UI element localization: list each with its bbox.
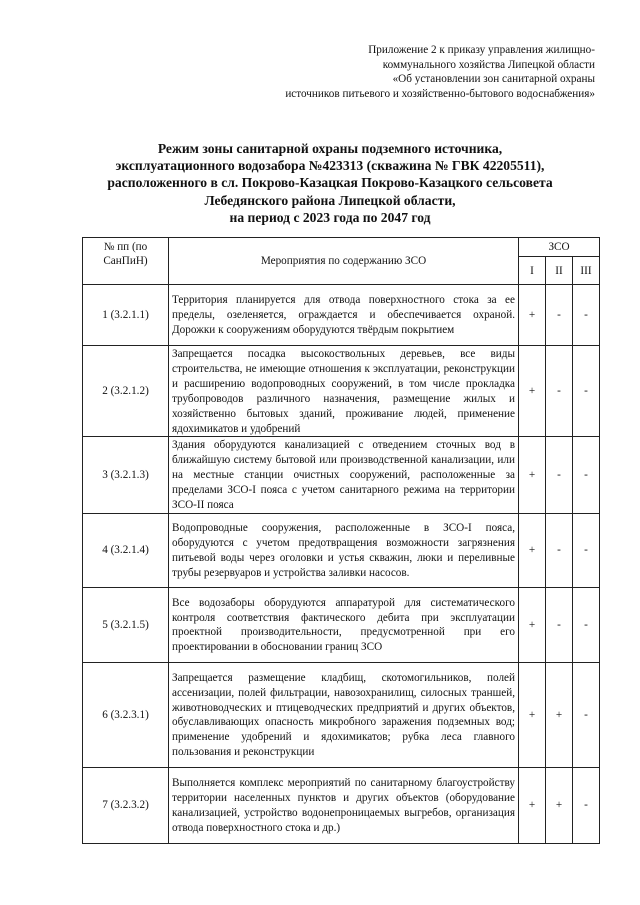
- row-number: 5 (3.2.1.5): [83, 587, 169, 662]
- row-measure: Запрещается посадка высокоствольных деревьев, все виды строительства, не имеющие отношения к эксплуатации, реконструкции и расширению водопроводных сооружений, в том числе прокладка трубопроводов различного назначения, размещение жилых и хозяйственно бытовых зданий, проживание людей, применение ядохимикатов и удобрений: [169, 346, 519, 437]
- appendix-line: Приложение 2 к приказу управления жилищно-: [368, 44, 595, 56]
- header-zone-2: II: [546, 257, 573, 285]
- appendix-line: источников питьевого и хозяйственно-бытового водоснабжения»: [285, 87, 595, 100]
- zone-2-mark: +: [546, 767, 573, 843]
- header-number-line: № пп (по: [103, 241, 148, 253]
- table-row: [83, 285, 600, 346]
- zone-2-mark: +: [546, 662, 573, 767]
- title-line: Режим зоны санитарной охраны подземного источника,: [157, 141, 503, 156]
- document-title: [70, 140, 590, 226]
- zone-2-mark: -: [546, 587, 573, 662]
- zone-2-mark: -: [546, 346, 573, 437]
- zone-1-mark: +: [519, 662, 546, 767]
- row-measure: Территория планируется для отвода поверхностного стока за ее пределы, озеленяется, ограждается и обеспечивается охраной. Дорожки к сооружениям оборудуются твёрдым покрытием: [169, 285, 519, 346]
- header-measures: Мероприятия по содержанию ЗСО: [169, 238, 519, 285]
- row-measure: Водопроводные сооружения, расположенные в ЗСО-I пояса, оборудуются с учетом предотвращения возможности загрязнения питьевой воды через оголовки и устья скважин, люки и переливные трубы резервуаров и устройства заливки насосов.: [169, 513, 519, 587]
- zone-3-mark: -: [573, 437, 600, 514]
- header-number-line: СанПиН): [103, 255, 148, 267]
- appendix-note: [200, 43, 595, 101]
- row-number: 3 (3.2.1.3): [83, 437, 169, 514]
- table-row: [83, 346, 600, 437]
- zone-3-mark: -: [573, 662, 600, 767]
- header-number: [83, 238, 169, 285]
- table-row: [83, 437, 600, 514]
- measures-table: [82, 237, 600, 844]
- appendix-line: коммунального хозяйства Липецкой области: [382, 58, 595, 71]
- zone-3-mark: -: [573, 285, 600, 346]
- zone-2-mark: -: [546, 513, 573, 587]
- table-row: [83, 662, 600, 767]
- zone-1-mark: +: [519, 587, 546, 662]
- row-number: 6 (3.2.3.1): [83, 662, 169, 767]
- zone-1-mark: +: [519, 513, 546, 587]
- zone-3-mark: -: [573, 346, 600, 437]
- zone-1-mark: +: [519, 767, 546, 843]
- row-measure: Запрещается размещение кладбищ, скотомогильников, полей ассенизации, полей фильтрации, навозохранилищ, силосных траншей, животноводческих и птицеводческих предприятий и других объектов, обуславливающих опасность микробного заражения подземных вод; применение удобрений и ядохимикатов; рубка леса главного пользования и реконструкции: [169, 662, 519, 767]
- table-row: [83, 587, 600, 662]
- header-zone-1: I: [519, 257, 546, 285]
- row-measure: Выполняется комплекс мероприятий по санитарному благоустройству территории населенных пунктов и других объектов (оборудование канализацией, устройство водонепроницаемых выгребов, организация отвода поверхностного стока и др.): [169, 767, 519, 843]
- zone-3-mark: -: [573, 767, 600, 843]
- zone-1-mark: +: [519, 285, 546, 346]
- title-line: Лебедянского района Липецкой области,: [204, 192, 456, 208]
- table-row: [83, 513, 600, 587]
- row-measure: Здания оборудуются канализацией с отведением сточных вод в ближайшую систему бытовой или производственной канализации, или на местные станции очистных сооружений, расположенные за пределами ЗСО-I пояса с учетом санитарного режима на территории ЗСО-II пояса: [169, 437, 519, 514]
- zone-3-mark: -: [573, 587, 600, 662]
- title-line: расположенного в сл. Покрово-Казацкая Покрово-Казацкого сельсовета: [107, 175, 553, 191]
- row-number: 7 (3.2.3.2): [83, 767, 169, 843]
- header-zso: ЗСО: [519, 238, 600, 257]
- table-row: [83, 767, 600, 843]
- zone-2-mark: -: [546, 437, 573, 514]
- row-number: 1 (3.2.1.1): [83, 285, 169, 346]
- row-number: 2 (3.2.1.2): [83, 346, 169, 437]
- zone-2-mark: -: [546, 285, 573, 346]
- row-measure: Все водозаборы оборудуются аппаратурой для систематического контроля соответствия фактического дебита при эксплуатации проектной производительности, предусмотренной при его проектировании в обосновании границ ЗСО: [169, 587, 519, 662]
- zone-1-mark: +: [519, 346, 546, 437]
- row-number: 4 (3.2.1.4): [83, 513, 169, 587]
- appendix-line: «Об установлении зон санитарной охраны: [392, 73, 595, 86]
- title-line: эксплуатационного водозабора №423313 (скважина № ГВК 42205511),: [115, 158, 545, 174]
- zone-1-mark: +: [519, 437, 546, 514]
- header-zone-3: III: [573, 257, 600, 285]
- zone-3-mark: -: [573, 513, 600, 587]
- title-line: на период с 2023 года по 2047 год: [229, 209, 431, 225]
- table-header-row: [83, 238, 600, 257]
